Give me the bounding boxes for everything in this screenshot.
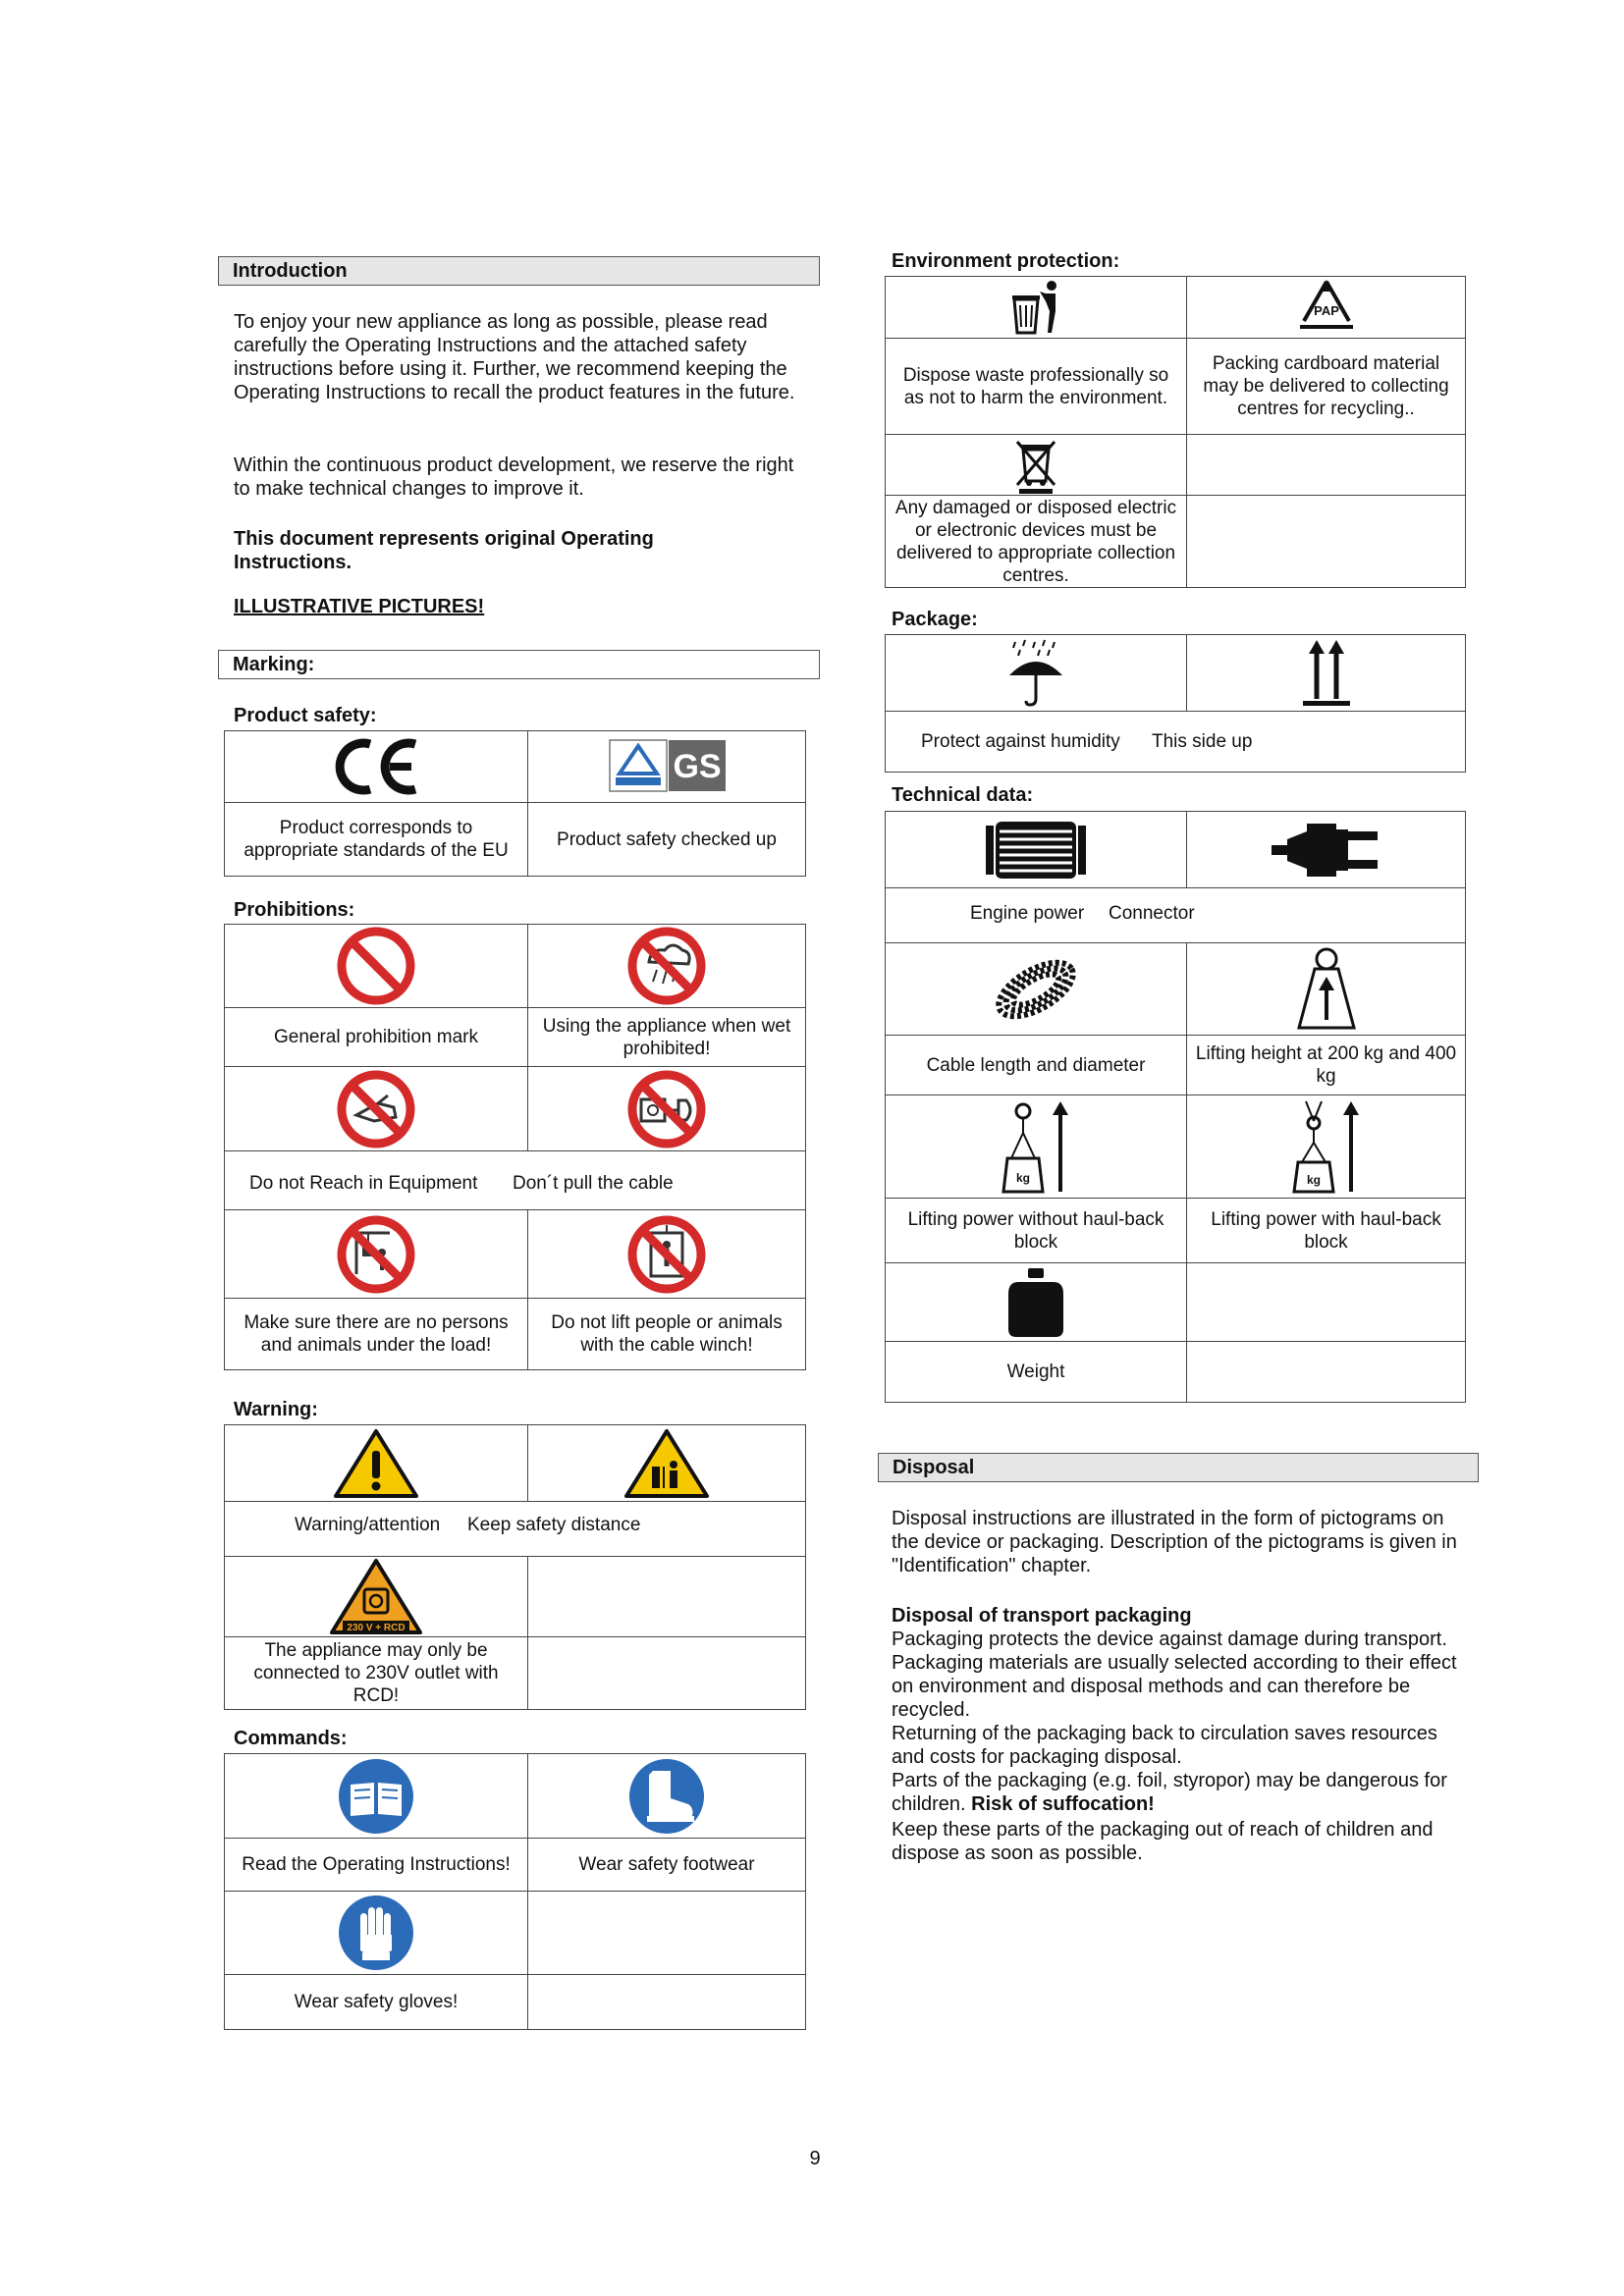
read-instructions-icon bbox=[335, 1755, 417, 1838]
environment-caption-weee: Any damaged or disposed electric or electronic devices must be delivered to appropriate collection centres. bbox=[886, 496, 1187, 588]
intro-paragraph-3: This document represents original Operating Instructions. bbox=[234, 528, 654, 573]
suffocation-warning: Risk of suffocation! bbox=[971, 1793, 1155, 1815]
page-number: 9 bbox=[809, 2148, 821, 2169]
lift-with-block-icon bbox=[1282, 1097, 1371, 1196]
command-caption-footwear: Wear safety footwear bbox=[528, 1839, 806, 1892]
disposal-paragraph-4 bbox=[892, 1769, 1466, 1816]
warning-heading: Warning: bbox=[234, 1399, 318, 1420]
plug-connector-icon bbox=[1268, 816, 1385, 884]
svg-text:GS: GS bbox=[673, 748, 722, 785]
safety-gloves-icon bbox=[335, 1892, 417, 1974]
prohibition-caption-reach: Do not Reach in Equipment bbox=[249, 1173, 478, 1194]
marking-heading: Marking: bbox=[218, 650, 820, 679]
technical-caption-lifting-height: Lifting height at 200 kg and 400 kg bbox=[1187, 1036, 1466, 1095]
warning-attention-icon bbox=[332, 1427, 420, 1500]
prohibitions-table bbox=[224, 924, 806, 1370]
safety-footwear-icon bbox=[625, 1755, 708, 1838]
waste-bin-icon bbox=[1006, 278, 1065, 337]
product-safety-table bbox=[224, 730, 806, 877]
package-caption-side-up: This side up bbox=[1152, 731, 1253, 752]
technical-caption-without-block: Lifting power without haul-back block bbox=[886, 1199, 1187, 1263]
environment-table bbox=[885, 276, 1466, 588]
warning-caption-rcd: The appliance may only be connected to 230V outlet with RCD! bbox=[225, 1637, 528, 1710]
prohibition-caption-under-load: Make sure there are no persons and animals under the load! bbox=[225, 1299, 528, 1370]
technical-caption-engine: Engine power bbox=[970, 903, 1085, 924]
package-heading: Package: bbox=[892, 609, 978, 630]
no-reach-icon bbox=[335, 1068, 417, 1150]
commands-heading: Commands: bbox=[234, 1728, 348, 1749]
lifting-height-icon bbox=[1289, 945, 1364, 1034]
lift-without-block-icon bbox=[992, 1097, 1080, 1196]
prohibition-caption-lift-people: Do not lift people or animals with the cable winch! bbox=[528, 1299, 806, 1370]
this-side-up-icon bbox=[1297, 638, 1356, 709]
disposal-paragraph-4-text: Parts of the packaging (e.g. foil, styropor) may be dangerous for children. bbox=[892, 1770, 1447, 1815]
engine-icon bbox=[982, 816, 1090, 884]
disposal-subheading: Disposal of transport packaging bbox=[892, 1605, 1192, 1627]
disposal-paragraph-1: Disposal instructions are illustrated in the form of pictograms on the device or packaging. Description of the pictograms is given in "Identification" chapter. bbox=[892, 1508, 1457, 1576]
technical-caption-connector: Connector bbox=[1109, 903, 1195, 924]
disposal-paragraph-5: Keep these parts of the packaging out of reach of children and dispose as soon as possible. bbox=[892, 1819, 1434, 1864]
svg-text:kg: kg bbox=[1306, 1173, 1321, 1187]
commands-table bbox=[224, 1753, 806, 2030]
gs-cell bbox=[528, 731, 806, 803]
disposal-heading: Disposal bbox=[878, 1453, 1479, 1482]
pap-recycle-icon bbox=[1294, 278, 1359, 337]
prohibition-caption-pull-cable: Don´t pull the cable bbox=[513, 1173, 674, 1194]
warning-table bbox=[224, 1424, 806, 1710]
general-prohibition-icon bbox=[335, 925, 417, 1007]
svg-text:kg: kg bbox=[1015, 1171, 1031, 1185]
warning-caption-distance: Keep safety distance bbox=[467, 1515, 641, 1535]
svg-text:230 V + RCD: 230 V + RCD bbox=[347, 1622, 406, 1633]
safety-distance-icon bbox=[623, 1427, 711, 1500]
ce-mark-icon bbox=[327, 734, 425, 799]
umbrella-rain-icon bbox=[1001, 638, 1070, 709]
product-safety-heading: Product safety: bbox=[234, 705, 377, 726]
package-caption-humidity: Protect against humidity bbox=[921, 731, 1120, 752]
intro-paragraph-2: Within the continuous product development, we reserve the right to make technical changes to improve it. bbox=[234, 454, 794, 500]
ce-cell bbox=[225, 731, 528, 803]
no-wet-use-icon bbox=[625, 925, 708, 1007]
environment-caption-waste: Dispose waste professionally so as not to harm the environment. bbox=[886, 339, 1187, 435]
disposal-paragraph-2: Packaging protects the device against damage during transport. Packaging materials are usually selected according to their effect on environment and disposal methods and can therefore be recycled. bbox=[892, 1629, 1457, 1721]
svg-text:PAP: PAP bbox=[1313, 303, 1339, 318]
technical-heading: Technical data: bbox=[892, 784, 1034, 806]
environment-heading: Environment protection: bbox=[892, 250, 1120, 272]
illustrative-pictures-note: ILLUSTRATIVE PICTURES! bbox=[234, 596, 485, 617]
no-lift-people-icon bbox=[625, 1213, 708, 1296]
technical-caption-with-block: Lifting power with haul-back block bbox=[1187, 1199, 1466, 1263]
environment-caption-pap: Packing cardboard material may be delivered to collecting centres for recycling.. bbox=[1187, 339, 1466, 435]
introduction-heading: Introduction bbox=[218, 256, 820, 286]
no-persons-under-load-icon bbox=[335, 1213, 417, 1296]
gs-tuv-mark-icon bbox=[598, 734, 735, 799]
weight-icon bbox=[1004, 1266, 1067, 1339]
intro-paragraph-1: To enjoy your new appliance as long as possible, please read carefully the Operating Instructions and the attached safety instructions before using it. Further, we recommend keeping the Operating Instructions to recall the product features in the future. bbox=[234, 311, 795, 403]
prohibition-caption-wet: Using the appliance when wet prohibited! bbox=[528, 1008, 806, 1067]
disposal-paragraph-3: Returning of the packaging back to circulation saves resources and costs for packaging disposal. bbox=[892, 1723, 1437, 1768]
warning-caption-attention: Warning/attention bbox=[295, 1515, 441, 1535]
command-caption-gloves: Wear safety gloves! bbox=[225, 1975, 528, 2030]
weee-crossed-bin-icon bbox=[1011, 436, 1060, 495]
prohibition-caption-general: General prohibition mark bbox=[225, 1008, 528, 1067]
cable-coil-icon bbox=[982, 945, 1090, 1034]
technical-caption-cable: Cable length and diameter bbox=[886, 1036, 1187, 1095]
no-pull-cable-icon bbox=[625, 1068, 708, 1150]
ce-caption: Product corresponds to appropriate standards of the EU bbox=[225, 803, 528, 877]
technical-caption-weight: Weight bbox=[886, 1342, 1187, 1403]
prohibitions-heading: Prohibitions: bbox=[234, 899, 355, 921]
gs-caption: Product safety checked up bbox=[528, 803, 806, 877]
rcd-230v-icon bbox=[329, 1558, 423, 1636]
command-caption-read: Read the Operating Instructions! bbox=[225, 1839, 528, 1892]
technical-table bbox=[885, 811, 1466, 1403]
